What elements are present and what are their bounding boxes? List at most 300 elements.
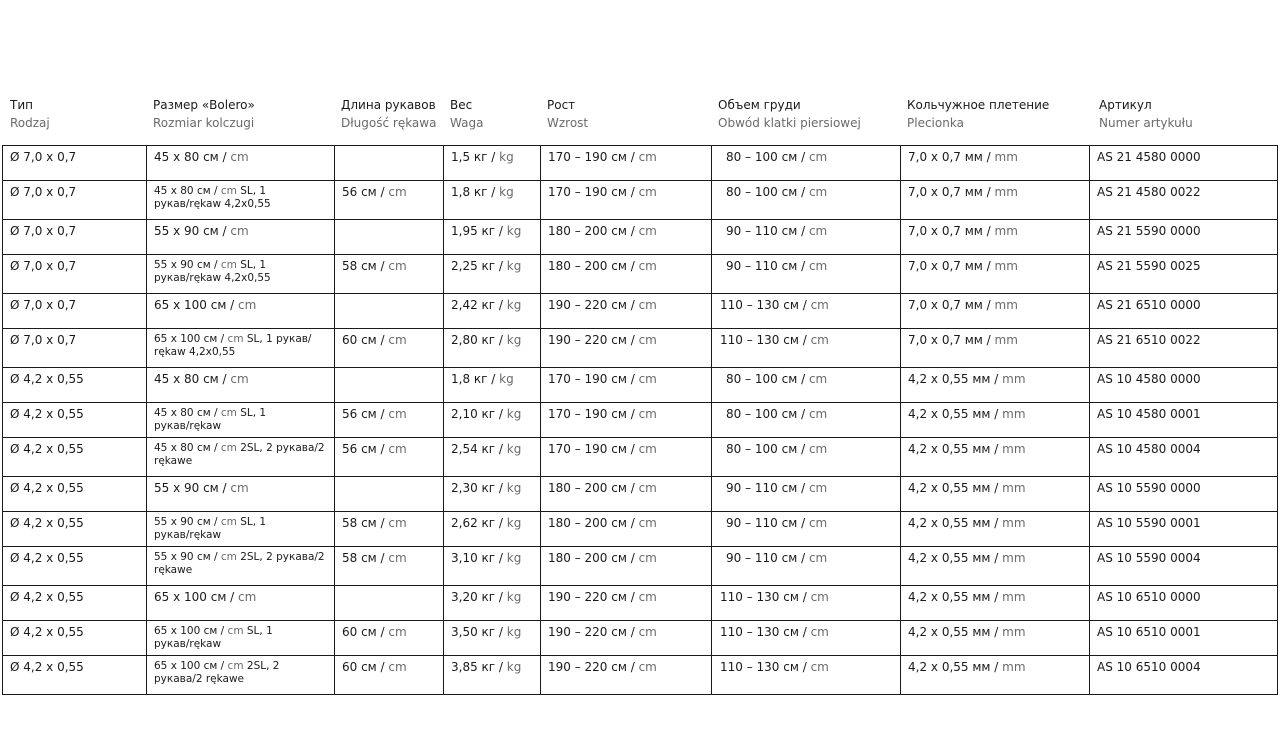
article-value: AS 10 5590 0000 <box>1097 481 1201 495</box>
table-row <box>3 146 1278 181</box>
size-value: 55 x 90 см / <box>154 224 227 238</box>
article-value: AS 10 4580 0001 <box>1097 407 1201 421</box>
header-label-ru: Артикул <box>1099 98 1152 112</box>
sleeve-value: 56 см / <box>342 442 385 456</box>
cell-size <box>147 477 335 512</box>
cell-chest <box>712 621 901 656</box>
cell-weave <box>901 368 1090 403</box>
height-value: 190 – 220 см / <box>548 590 635 604</box>
cell-type <box>3 586 147 621</box>
table-row <box>3 438 1278 477</box>
cell-height <box>541 403 712 438</box>
cell-type <box>3 181 147 220</box>
weave-value: 4,2 x 0,55 мм / <box>908 625 999 639</box>
size-value: 55 x 90 см / <box>154 481 227 495</box>
cell-height <box>541 621 712 656</box>
weave-unit: mm <box>998 516 1026 530</box>
weight-unit: kg <box>502 625 522 639</box>
height-value: 180 – 200 см / <box>548 516 635 530</box>
cell-article <box>1090 329 1278 368</box>
weight-value: 3,10 кг / <box>451 551 503 565</box>
size-unit: cm <box>226 150 249 164</box>
sleeve-value: 58 см / <box>342 259 385 273</box>
size-unit: cm <box>217 551 237 563</box>
size-extra: SL, 1 рукав/rękaw 4,2x0,55 <box>154 259 271 284</box>
header-label-pl: Obwód klatki piersiowej <box>718 116 861 130</box>
table-row <box>3 621 1278 656</box>
type-value: Ø 4,2 x 0,55 <box>10 481 84 495</box>
cell-height <box>541 181 712 220</box>
weave-value: 4,2 x 0,55 мм / <box>908 660 999 674</box>
table-row <box>3 477 1278 512</box>
height-value: 180 – 200 см / <box>548 224 635 238</box>
size-unit: cm <box>234 298 257 312</box>
cell-weight <box>444 329 541 368</box>
cell-height <box>541 547 712 586</box>
size-unit: cm <box>226 224 249 238</box>
header-article <box>1099 96 1193 132</box>
weave-value: 7,0 x 0,7 мм / <box>908 224 991 238</box>
size-value: 65 x 100 см / <box>154 590 235 604</box>
weave-value: 4,2 x 0,55 мм / <box>908 590 999 604</box>
cell-article <box>1090 547 1278 586</box>
chest-unit: cm <box>805 224 828 238</box>
cell-chest <box>712 181 901 220</box>
chest-unit: cm <box>805 407 828 421</box>
type-value: Ø 7,0 x 0,7 <box>10 298 77 312</box>
header-size <box>153 96 255 132</box>
weight-unit: kg <box>502 516 522 530</box>
chest-value: 80 – 100 см / <box>726 372 806 386</box>
cell-sleeve <box>335 146 444 181</box>
cell-article <box>1090 181 1278 220</box>
cell-chest <box>712 477 901 512</box>
cell-size <box>147 181 335 220</box>
height-unit: cm <box>634 551 657 565</box>
size-unit: cm <box>224 660 244 672</box>
height-value: 190 – 220 см / <box>548 298 635 312</box>
chest-unit: cm <box>806 625 829 639</box>
cell-weight <box>444 547 541 586</box>
sleeve-value: 60 см / <box>342 625 385 639</box>
cell-weave <box>901 512 1090 547</box>
weight-value: 2,10 кг / <box>451 407 503 421</box>
sleeve-unit: cm <box>384 259 407 273</box>
cell-chest <box>712 656 901 695</box>
size-value: 45 x 80 см / <box>154 185 218 197</box>
weight-unit: kg <box>502 551 522 565</box>
size-unit: cm <box>234 590 257 604</box>
size-unit: cm <box>217 516 237 528</box>
weave-value: 4,2 x 0,55 мм / <box>908 516 999 530</box>
cell-height <box>541 294 712 329</box>
type-value: Ø 7,0 x 0,7 <box>10 150 77 164</box>
weight-value: 2,80 кг / <box>451 333 503 347</box>
height-value: 170 – 190 см / <box>548 185 635 199</box>
cell-chest <box>712 294 901 329</box>
chest-unit: cm <box>806 333 829 347</box>
table-row <box>3 512 1278 547</box>
cell-chest <box>712 403 901 438</box>
sleeve-unit: cm <box>384 660 407 674</box>
cell-weight <box>444 368 541 403</box>
cell-type <box>3 621 147 656</box>
sleeve-value: 60 см / <box>342 660 385 674</box>
article-value: AS 21 4580 0022 <box>1097 185 1201 199</box>
size-extra: SL, 1 рукав/rękaw <box>154 407 267 432</box>
sleeve-unit: cm <box>384 516 407 530</box>
weight-unit: kg <box>502 442 522 456</box>
height-unit: cm <box>634 372 657 386</box>
sleeve-value: 60 см / <box>342 333 385 347</box>
size-value: 45 x 80 см / <box>154 442 218 454</box>
header-weight <box>450 96 483 132</box>
weave-unit: mm <box>998 481 1026 495</box>
table-row <box>3 403 1278 438</box>
cell-article <box>1090 477 1278 512</box>
cell-article <box>1090 586 1278 621</box>
height-unit: cm <box>634 407 657 421</box>
cell-chest <box>712 438 901 477</box>
cell-weave <box>901 329 1090 368</box>
cell-weight <box>444 512 541 547</box>
cell-sleeve <box>335 403 444 438</box>
cell-weight <box>444 586 541 621</box>
header-label-ru: Кольчужное плетение <box>907 98 1050 112</box>
chest-unit: cm <box>806 660 829 674</box>
height-value: 180 – 200 см / <box>548 481 635 495</box>
cell-weave <box>901 547 1090 586</box>
sleeve-unit: cm <box>384 625 407 639</box>
table-row <box>3 656 1278 695</box>
cell-height <box>541 329 712 368</box>
weave-unit: mm <box>998 372 1026 386</box>
table-row <box>3 294 1278 329</box>
cell-weave <box>901 294 1090 329</box>
cell-weight <box>444 220 541 255</box>
cell-weave <box>901 403 1090 438</box>
size-unit: cm <box>224 625 244 637</box>
size-value: 55 x 90 см / <box>154 551 218 563</box>
cell-size <box>147 512 335 547</box>
chest-value: 80 – 100 см / <box>726 185 806 199</box>
cell-weight <box>444 255 541 294</box>
article-value: AS 21 5590 0000 <box>1097 224 1201 238</box>
cell-chest <box>712 329 901 368</box>
sleeve-value: 56 см / <box>342 185 385 199</box>
size-unit: cm <box>224 333 244 345</box>
size-unit: cm <box>226 481 249 495</box>
table-row <box>3 547 1278 586</box>
type-value: Ø 4,2 x 0,55 <box>10 660 84 674</box>
weave-value: 4,2 x 0,55 мм / <box>908 407 999 421</box>
chest-value: 90 – 110 см / <box>726 224 806 238</box>
weave-value: 4,2 x 0,55 мм / <box>908 551 999 565</box>
weight-unit: kg <box>502 590 522 604</box>
cell-height <box>541 477 712 512</box>
size-value: 45 x 80 см / <box>154 407 218 419</box>
cell-chest <box>712 368 901 403</box>
height-unit: cm <box>634 298 657 312</box>
weight-unit: kg <box>502 298 522 312</box>
cell-article <box>1090 438 1278 477</box>
chest-value: 110 – 130 см / <box>720 660 807 674</box>
cell-article <box>1090 146 1278 181</box>
weight-value: 2,54 кг / <box>451 442 503 456</box>
table-row <box>3 181 1278 220</box>
weave-unit: mm <box>990 333 1018 347</box>
weight-value: 1,5 кг / <box>451 150 496 164</box>
cell-type <box>3 438 147 477</box>
table-row <box>3 329 1278 368</box>
size-unit: cm <box>217 259 237 271</box>
cell-type <box>3 255 147 294</box>
cell-weight <box>444 181 541 220</box>
cell-article <box>1090 368 1278 403</box>
height-value: 180 – 200 см / <box>548 551 635 565</box>
height-value: 180 – 200 см / <box>548 259 635 273</box>
cell-sleeve <box>335 329 444 368</box>
type-value: Ø 4,2 x 0,55 <box>10 372 84 386</box>
weight-unit: kg <box>502 259 522 273</box>
table-header <box>0 96 1280 136</box>
weight-value: 3,20 кг / <box>451 590 503 604</box>
type-value: Ø 7,0 x 0,7 <box>10 185 77 199</box>
height-unit: cm <box>634 333 657 347</box>
cell-weave <box>901 621 1090 656</box>
weave-value: 7,0 x 0,7 мм / <box>908 185 991 199</box>
cell-sleeve <box>335 547 444 586</box>
cell-weight <box>444 403 541 438</box>
header-weave <box>907 96 1049 132</box>
cell-article <box>1090 512 1278 547</box>
cell-sleeve <box>335 438 444 477</box>
weight-value: 3,50 кг / <box>451 625 503 639</box>
cell-size <box>147 294 335 329</box>
height-unit: cm <box>634 259 657 273</box>
cell-type <box>3 368 147 403</box>
weight-value: 2,30 кг / <box>451 481 503 495</box>
cell-type <box>3 547 147 586</box>
chest-value: 90 – 110 см / <box>726 259 806 273</box>
type-value: Ø 4,2 x 0,55 <box>10 442 84 456</box>
cell-weight <box>444 656 541 695</box>
cell-chest <box>712 547 901 586</box>
chest-unit: cm <box>806 298 829 312</box>
height-value: 170 – 190 см / <box>548 407 635 421</box>
weave-unit: mm <box>998 590 1026 604</box>
weight-unit: kg <box>495 185 514 199</box>
weave-value: 7,0 x 0,7 мм / <box>908 298 991 312</box>
article-value: AS 10 6510 0001 <box>1097 625 1201 639</box>
cell-height <box>541 368 712 403</box>
weight-unit: kg <box>502 660 522 674</box>
weight-value: 1,8 кг / <box>451 372 496 386</box>
cell-size <box>147 368 335 403</box>
table-row <box>3 586 1278 621</box>
type-value: Ø 7,0 x 0,7 <box>10 224 77 238</box>
weave-value: 4,2 x 0,55 мм / <box>908 372 999 386</box>
cell-weave <box>901 438 1090 477</box>
weight-unit: kg <box>502 224 522 238</box>
height-value: 190 – 220 см / <box>548 333 635 347</box>
sleeve-unit: cm <box>384 442 407 456</box>
weight-value: 2,25 кг / <box>451 259 503 273</box>
chest-unit: cm <box>805 481 828 495</box>
cell-height <box>541 255 712 294</box>
cell-weave <box>901 656 1090 695</box>
cell-chest <box>712 586 901 621</box>
type-value: Ø 7,0 x 0,7 <box>10 333 77 347</box>
article-value: AS 21 4580 0000 <box>1097 150 1201 164</box>
size-extra: 2SL, 2 рукава/2 rękawe <box>154 551 325 576</box>
weave-value: 7,0 x 0,7 мм / <box>908 333 991 347</box>
cell-sleeve <box>335 220 444 255</box>
weave-unit: mm <box>998 625 1026 639</box>
chest-value: 80 – 100 см / <box>726 442 806 456</box>
sleeve-unit: cm <box>384 551 407 565</box>
cell-sleeve <box>335 181 444 220</box>
height-unit: cm <box>634 660 657 674</box>
height-value: 190 – 220 см / <box>548 660 635 674</box>
cell-height <box>541 220 712 255</box>
weave-value: 7,0 x 0,7 мм / <box>908 259 991 273</box>
type-value: Ø 4,2 x 0,55 <box>10 407 84 421</box>
cell-size <box>147 146 335 181</box>
cell-height <box>541 512 712 547</box>
cell-type <box>3 294 147 329</box>
chest-unit: cm <box>805 150 828 164</box>
header-height <box>547 96 588 132</box>
weight-value: 1,95 кг / <box>451 224 503 238</box>
size-extra: SL, 1 рукав/ rękaw 4,2x0,55 <box>154 333 312 358</box>
size-extra: 2SL, 2 рукава/2 rękawe <box>154 660 280 685</box>
cell-chest <box>712 220 901 255</box>
cell-weave <box>901 255 1090 294</box>
height-unit: cm <box>634 625 657 639</box>
chest-unit: cm <box>805 442 828 456</box>
cell-weave <box>901 181 1090 220</box>
cell-weave <box>901 586 1090 621</box>
weave-unit: mm <box>998 551 1026 565</box>
weave-unit: mm <box>990 185 1018 199</box>
cell-weight <box>444 621 541 656</box>
article-value: AS 21 6510 0022 <box>1097 333 1201 347</box>
height-value: 190 – 220 см / <box>548 625 635 639</box>
cell-type <box>3 403 147 438</box>
weight-value: 2,42 кг / <box>451 298 503 312</box>
weave-unit: mm <box>990 150 1018 164</box>
type-value: Ø 4,2 x 0,55 <box>10 590 84 604</box>
cell-weave <box>901 477 1090 512</box>
cell-sleeve <box>335 477 444 512</box>
header-label-ru: Тип <box>10 98 33 112</box>
cell-size <box>147 403 335 438</box>
header-label-ru: Размер «Bolero» <box>153 98 255 112</box>
table-row <box>3 368 1278 403</box>
cell-sleeve <box>335 368 444 403</box>
cell-article <box>1090 255 1278 294</box>
chest-value: 90 – 110 см / <box>726 516 806 530</box>
weave-unit: mm <box>998 442 1026 456</box>
size-value: 55 x 90 см / <box>154 259 218 271</box>
cell-chest <box>712 146 901 181</box>
cell-type <box>3 477 147 512</box>
cell-height <box>541 656 712 695</box>
cell-size <box>147 586 335 621</box>
article-value: AS 10 4580 0004 <box>1097 442 1201 456</box>
article-value: AS 21 5590 0025 <box>1097 259 1201 273</box>
chest-value: 110 – 130 см / <box>720 333 807 347</box>
chest-unit: cm <box>805 185 828 199</box>
height-unit: cm <box>634 516 657 530</box>
cell-weight <box>444 477 541 512</box>
size-value: 65 x 100 см / <box>154 660 225 672</box>
weave-unit: mm <box>990 259 1018 273</box>
header-label-pl: Długość rękawa <box>341 116 437 130</box>
sleeve-unit: cm <box>384 407 407 421</box>
height-unit: cm <box>634 481 657 495</box>
cell-height <box>541 586 712 621</box>
size-extra: SL, 1 рукав/rękaw <box>154 625 273 650</box>
weight-unit: kg <box>495 150 514 164</box>
cell-chest <box>712 255 901 294</box>
cell-height <box>541 146 712 181</box>
cell-weight <box>444 146 541 181</box>
weave-unit: mm <box>990 298 1018 312</box>
table-row <box>3 255 1278 294</box>
cell-size <box>147 547 335 586</box>
cell-sleeve <box>335 512 444 547</box>
type-value: Ø 4,2 x 0,55 <box>10 551 84 565</box>
cell-type <box>3 220 147 255</box>
weave-unit: mm <box>998 407 1026 421</box>
weave-value: 4,2 x 0,55 мм / <box>908 481 999 495</box>
cell-type <box>3 656 147 695</box>
weave-value: 7,0 x 0,7 мм / <box>908 150 991 164</box>
weight-value: 3,85 кг / <box>451 660 503 674</box>
header-label-ru: Длина рукавов <box>341 98 436 112</box>
height-value: 170 – 190 см / <box>548 150 635 164</box>
cell-height <box>541 438 712 477</box>
sleeve-unit: cm <box>384 333 407 347</box>
cell-weight <box>444 438 541 477</box>
article-value: AS 21 6510 0000 <box>1097 298 1201 312</box>
size-unit: cm <box>217 407 237 419</box>
size-value: 45 x 80 см / <box>154 150 227 164</box>
article-value: AS 10 4580 0000 <box>1097 372 1201 386</box>
article-value: AS 10 6510 0004 <box>1097 660 1201 674</box>
weight-value: 2,62 кг / <box>451 516 503 530</box>
size-value: 45 x 80 см / <box>154 372 227 386</box>
header-label-ru: Вес <box>450 98 473 112</box>
size-unit: cm <box>226 372 249 386</box>
header-label-pl: Wzrost <box>547 116 589 130</box>
cell-weave <box>901 220 1090 255</box>
cell-size <box>147 656 335 695</box>
cell-weight <box>444 294 541 329</box>
header-label-pl: Waga <box>450 116 484 130</box>
header-sleeve <box>341 96 436 132</box>
height-unit: cm <box>634 224 657 238</box>
sleeve-value: 58 см / <box>342 551 385 565</box>
cell-type <box>3 512 147 547</box>
cell-size <box>147 220 335 255</box>
height-unit: cm <box>634 442 657 456</box>
type-value: Ø 4,2 x 0,55 <box>10 516 84 530</box>
weight-unit: kg <box>502 407 522 421</box>
cell-sleeve <box>335 255 444 294</box>
